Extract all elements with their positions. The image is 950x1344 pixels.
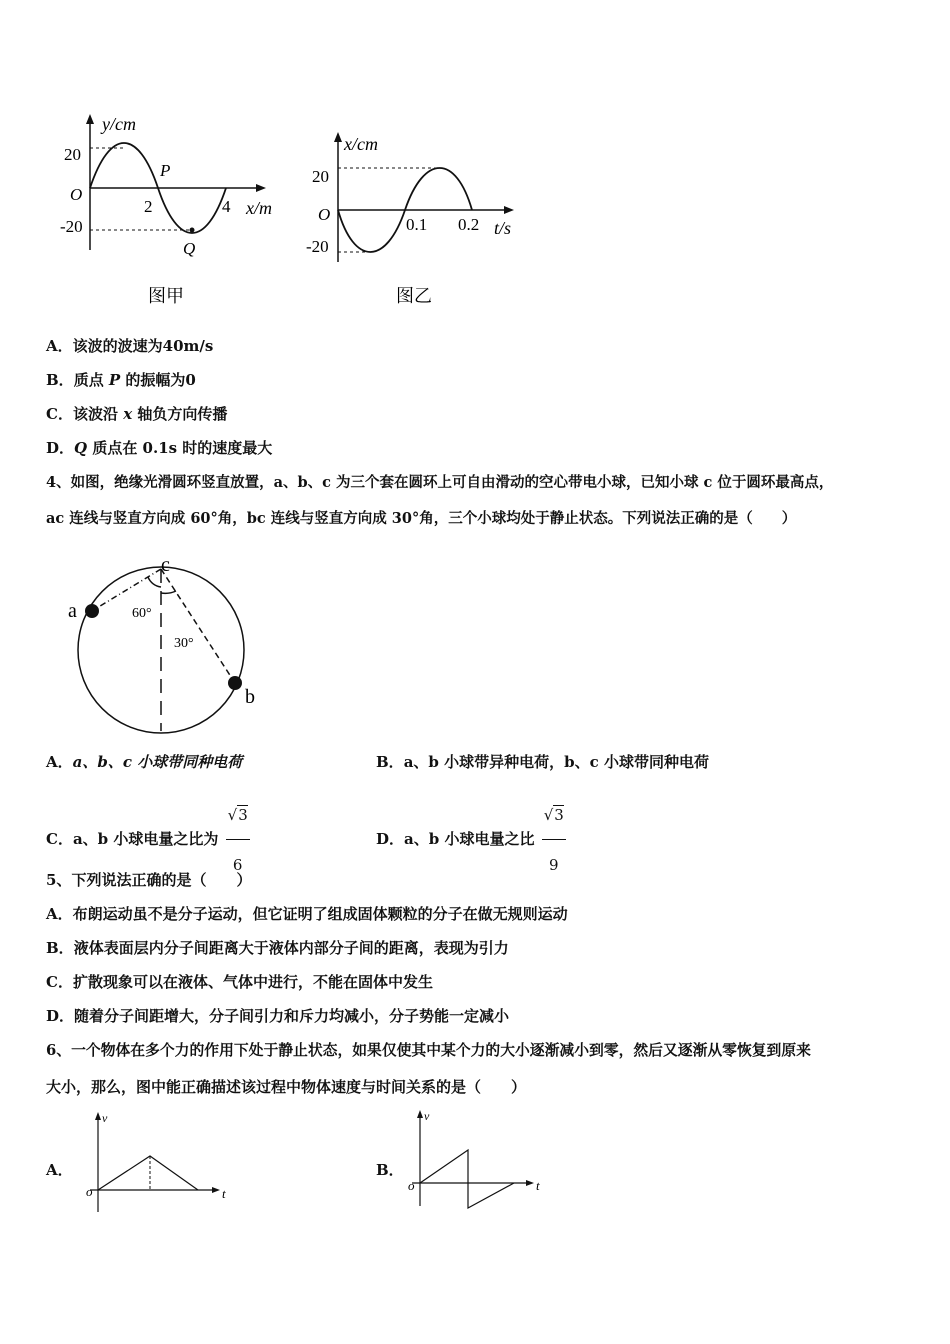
q5-option-c[interactable]: C．扩散现象可以在液体、气体中进行，不能在固体中发生 [46, 973, 433, 991]
label-b: b [245, 686, 255, 708]
figure-yi [300, 128, 540, 308]
q6-graph-b[interactable] [406, 1106, 556, 1216]
svg-text:o: o [86, 1184, 93, 1199]
q3-option-c[interactable]: C．该波沿 x 轴负方向传播 [46, 405, 228, 423]
svg-text:o: o [408, 1178, 415, 1193]
q4-stem-line2: ac 连线与竖直方向成 60°角，bc 连线与竖直方向成 30°角，三个小球均处于静止状态。下列说法正确的是（ ） [46, 510, 797, 527]
q4-option-c[interactable]: C．a、b 小球电量之比为 $\frac{√3}{6}$ [46, 792, 250, 888]
point-q-dot [190, 228, 195, 233]
q5-option-b[interactable]: B．液体表面层内分子间距离大于液体内部分子间的距离，表现为引力 [46, 939, 509, 957]
svg-text:t: t [536, 1178, 540, 1193]
label-c: c [161, 555, 170, 576]
caption-yi: 图乙 [396, 286, 432, 306]
tick-x-2: 2 [144, 197, 153, 216]
svg-text:v: v [424, 1109, 430, 1123]
q6-option-a-label[interactable]: A． [46, 1161, 73, 1179]
q5-stem: 5、下列说法正确的是（ ） [46, 871, 252, 889]
angle-60-label: 60° [132, 606, 152, 621]
svg-text:t: t [222, 1186, 226, 1201]
fraction-sqrt3-over-6: $\frac{√3}{6}$ [226, 792, 250, 888]
q6-stem-line1: 6、一个物体在多个力的作用下处于静止状态，如果仅使其中某个力的大小逐渐减小到零，然后又逐渐从零恢复到原来 [46, 1042, 811, 1059]
graph-a-line [98, 1156, 198, 1190]
tick-x-4: 4 [222, 197, 231, 216]
q4-option-b[interactable]: B．a、b 小球带异种电荷，b、c 小球带同种电荷 [376, 753, 709, 771]
tick-y-neg: -20 [306, 237, 329, 256]
q4-option-d[interactable]: D．a、b 小球电量之比 $\frac{√3}{9}$ [376, 792, 566, 888]
origin-label: O [318, 205, 331, 224]
q5-option-a[interactable]: A．布朗运动虽不是分子运动，但它证明了组成固体颗粒的分子在做无规则运动 [46, 905, 568, 923]
point-p-label: P [160, 161, 171, 180]
q3-option-a[interactable]: A．该波的波速为40m/s [46, 337, 214, 355]
origin-label: O [70, 185, 83, 204]
point-q-label: Q [183, 239, 196, 258]
x-axis-label: t/s [494, 218, 512, 238]
svg-text:v: v [102, 1111, 108, 1125]
q6-graph-a[interactable] [84, 1108, 234, 1218]
q4-stem-line1: 4、如图，绝缘光滑圆环竖直放置，a、b、c 为三个套在圆环上可自由滑动的空心带电小球，已知小球 c 位于圆环最高点， [46, 474, 834, 491]
fraction-sqrt3-over-9: $\frac{√3}{9}$ [542, 792, 566, 888]
ball-a [85, 604, 99, 618]
tick-y-neg: -20 [60, 217, 83, 236]
q6-stem-line2: 大小，那么，图中能正确描述该过程中物体速度与时间关系的是（ ） [46, 1078, 527, 1096]
q6-option-b-label[interactable]: B． [376, 1161, 404, 1179]
x-axis-label: x/m [246, 198, 272, 218]
y-axis-label: x/cm [344, 134, 378, 154]
q3-option-b[interactable]: B．质点 P 的振幅为0 [46, 371, 196, 389]
caption-jia: 图甲 [148, 286, 184, 306]
q5-option-d[interactable]: D．随着分子间距增大，分子间引力和斥力均减小，分子势能一定减小 [46, 1007, 510, 1025]
label-a: a [68, 600, 77, 622]
tick-y-pos: 20 [64, 145, 81, 164]
tick-x-01: 0.1 [406, 215, 428, 234]
ball-b [228, 676, 242, 690]
tick-x-02: 0.2 [458, 215, 480, 234]
y-axis-label: y/cm [102, 114, 136, 134]
tick-y-pos: 20 [312, 167, 329, 186]
q4-circle-figure [60, 555, 280, 735]
q3-option-d[interactable]: D．Q 质点在 0.1s 时的速度最大 [46, 439, 273, 457]
figure-jia [50, 108, 290, 308]
angle-30-label: 30° [174, 636, 194, 651]
q4-option-a[interactable]: A．a、b、c 小球带同种电荷 [46, 753, 243, 771]
graph-b-line [420, 1150, 514, 1208]
